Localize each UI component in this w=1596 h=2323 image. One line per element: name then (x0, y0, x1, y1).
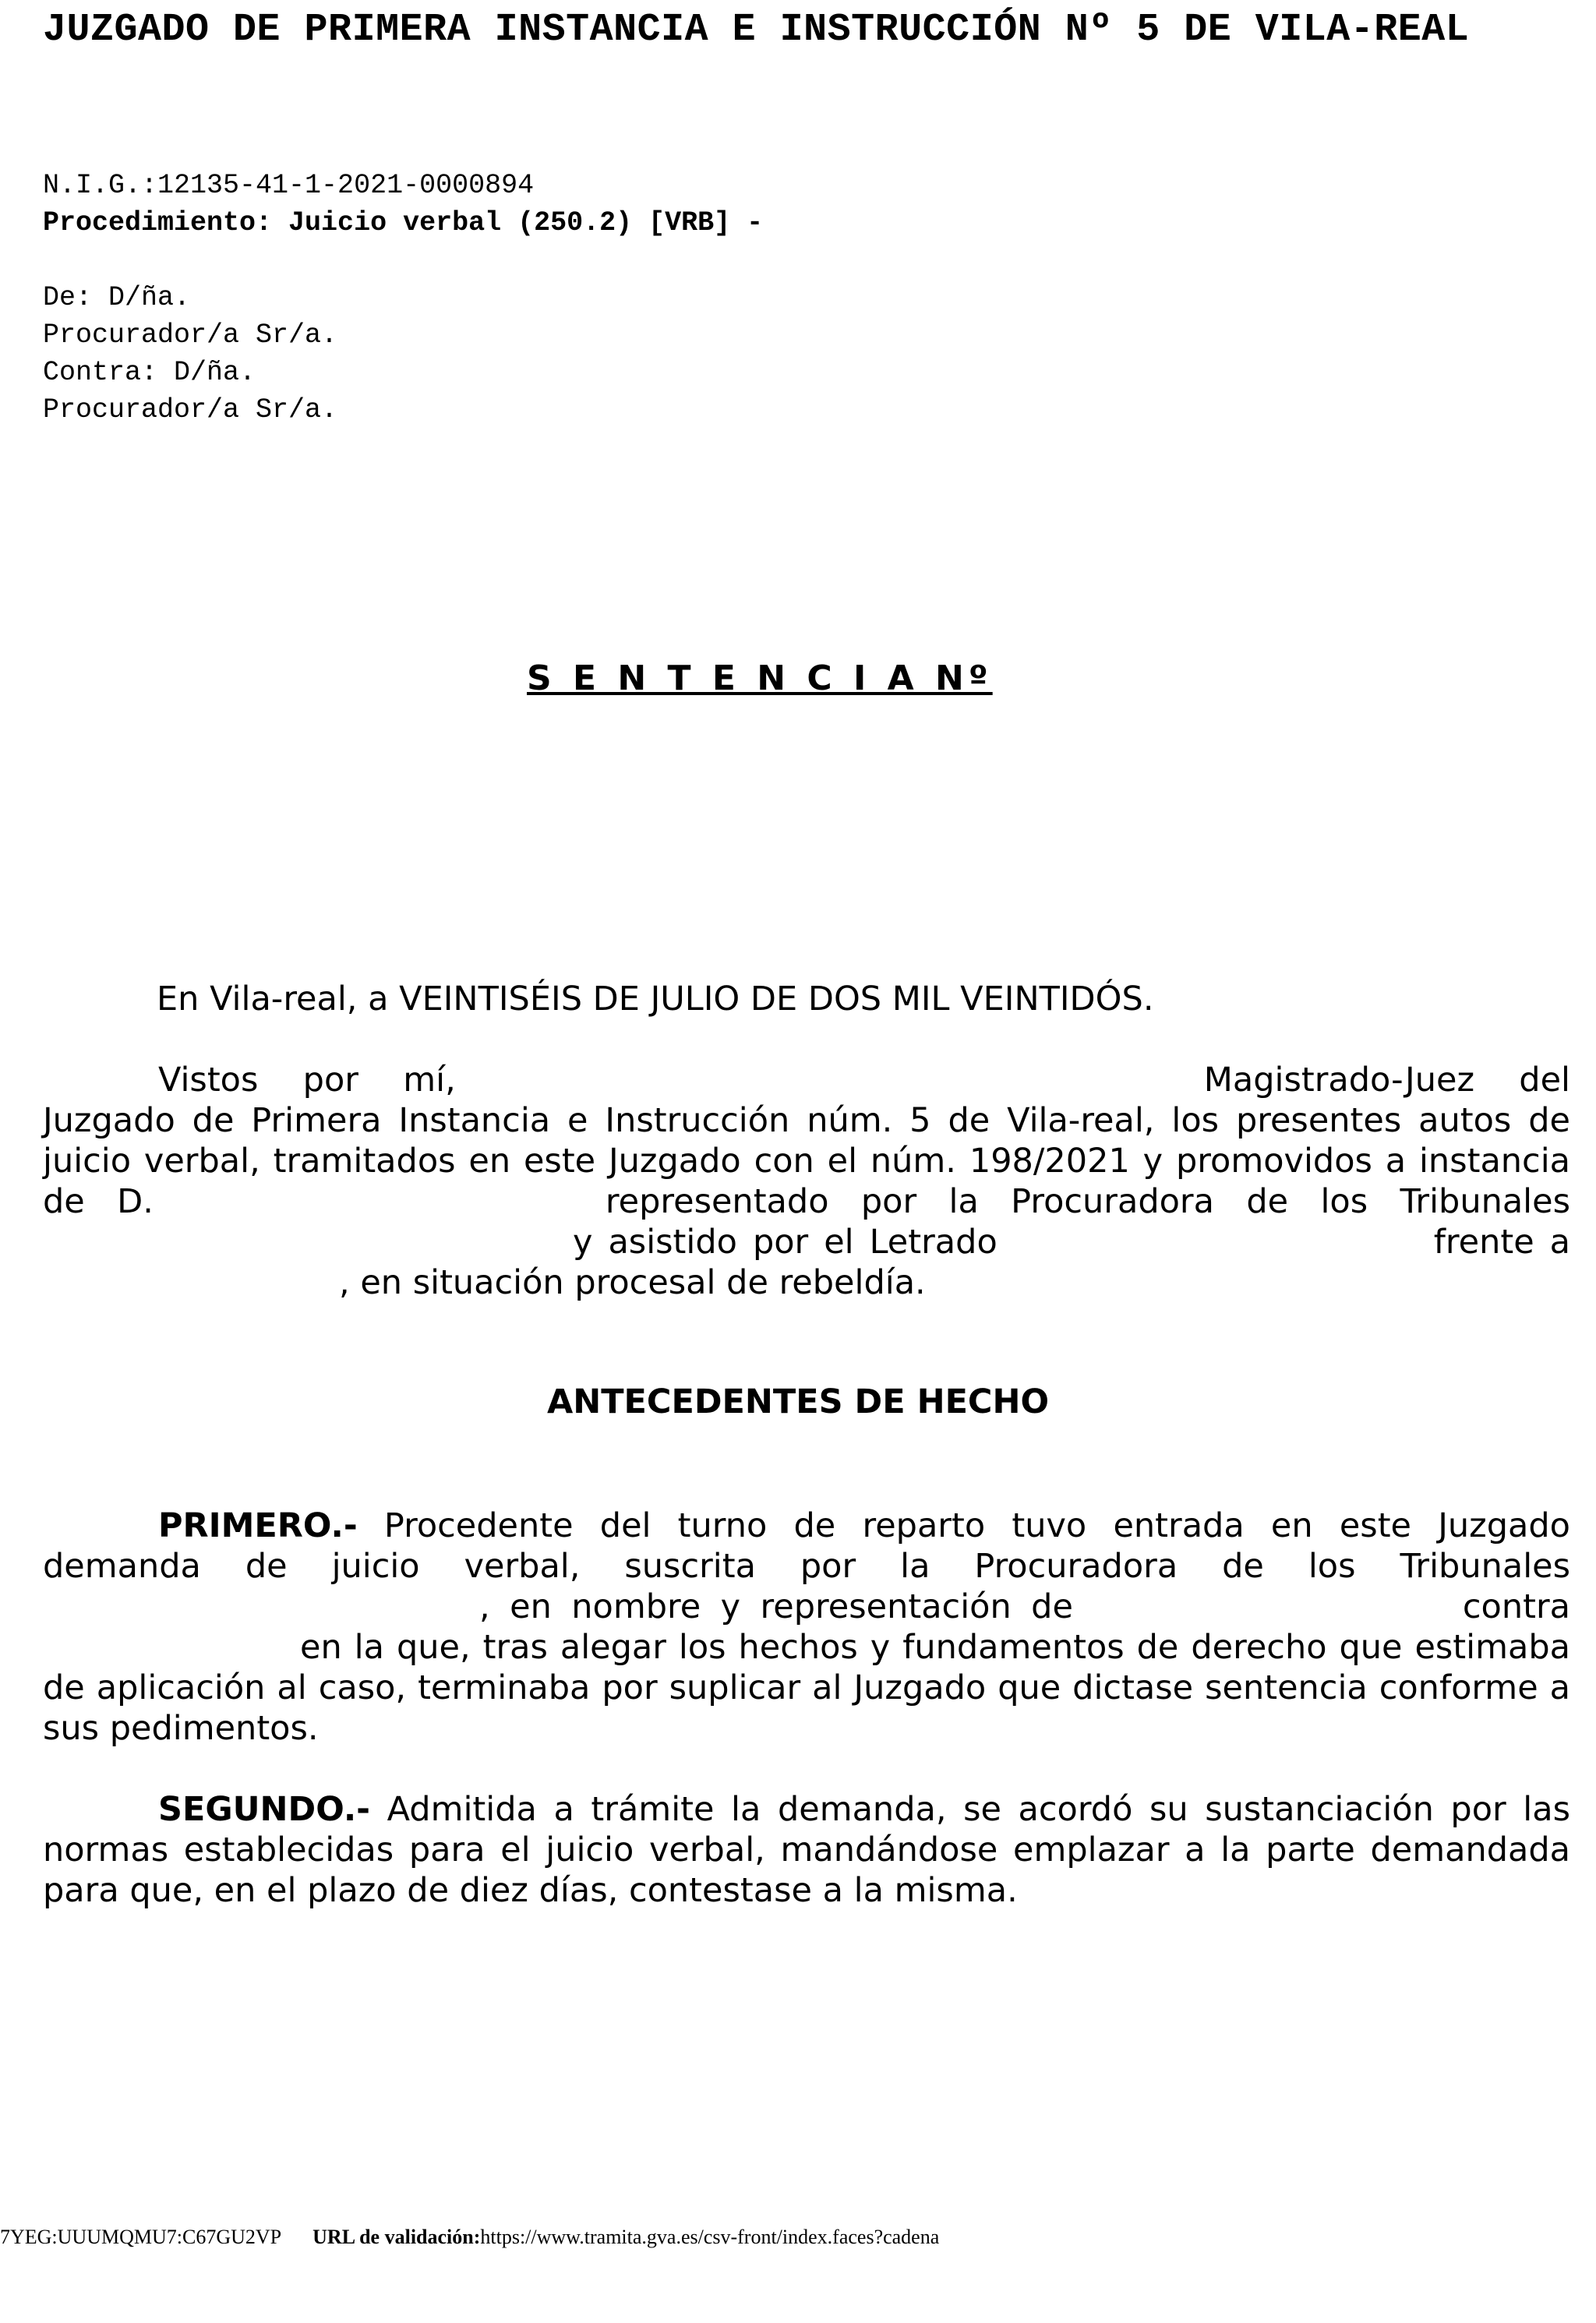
primero-label: PRIMERO.- (158, 1506, 358, 1545)
court-title: JUZGADO DE PRIMERA INSTANCIA E INSTRUCCIÓN Nº 5 DE VILA-REAL (43, 8, 1470, 52)
validation-url[interactable]: https://www.tramita.gva.es/csv-front/index.faces?cadena (480, 2226, 940, 2248)
sentence-title: S E N T E N C I A Nº (527, 658, 993, 698)
primero-text-b: , en nombre y representación de (479, 1587, 1073, 1626)
intro-text-e: frente a (1433, 1223, 1571, 1262)
demandante-line: De: D/ña. (43, 282, 191, 313)
primero-paragraph (43, 1506, 1570, 1749)
procedimiento-line: Procedimiento: Juicio verbal (250.2) [VRB] - (43, 207, 764, 238)
validation-url-label: URL de validación: (312, 2226, 481, 2248)
intro-text-f: , en situación procesal de rebeldía. (339, 1263, 926, 1302)
primero-text-c: contra (1462, 1587, 1570, 1626)
nig-line: N.I.G.:12135-41-1-2021-0000894 (43, 170, 535, 201)
segundo-paragraph (43, 1789, 1570, 1911)
intro-text-d: y asistido por el Letrado (573, 1223, 998, 1262)
place-date: En Vila-real, a VEINTISÉIS DE JULIO DE DOS MIL VEINTIDÓS. (157, 980, 1154, 1019)
procurador-demandado-line: Procurador/a Sr/a. (43, 394, 338, 425)
demandado-line: Contra: D/ña. (43, 357, 256, 388)
primero-text-a: Procedente del turno de reparto tuvo entrada en este Juzgado demanda de juicio verbal, suscrita por la Procuradora de los Tribunales (43, 1506, 1570, 1586)
primero-text-d: en la que, tras alegar los hechos y fundamentos de derecho que estimaba de aplicación al caso, terminaba por suplicar al Juzgado que dictase sentencia conforme a sus pedimentos. (43, 1628, 1570, 1748)
segundo-label: SEGUNDO.- (158, 1790, 371, 1829)
intro-paragraph (43, 1060, 1570, 1303)
intro-text-c: representado por la Procuradora de los Tribunales (605, 1182, 1570, 1221)
segundo-text: Admitida a trámite la demanda, se acordó su sustanciación por las normas establecidas para el juicio verbal, mandándose emplazar a la parte demandada para que, en el plazo de diez días, contestase a la misma. (43, 1790, 1571, 1910)
procurador-demandante-line: Procurador/a Sr/a. (43, 320, 338, 351)
intro-text-a: Vistos por mí, (158, 1061, 456, 1100)
csv-code: 7YEG:UUUMQMU7:C67GU2VP (0, 2226, 282, 2248)
antecedentes-heading: ANTECEDENTES DE HECHO (546, 1382, 1050, 1421)
intro-text-b: Magistrado-Juez del Juzgado de Primera Instancia e Instrucción núm. 5 de Vila-real, los presentes autos de juicio verbal, tramitados en este Juzgado con el núm. 198/2021 y promovidos a instancia de D. (43, 1061, 1571, 1221)
validation-footer (0, 2226, 939, 2249)
